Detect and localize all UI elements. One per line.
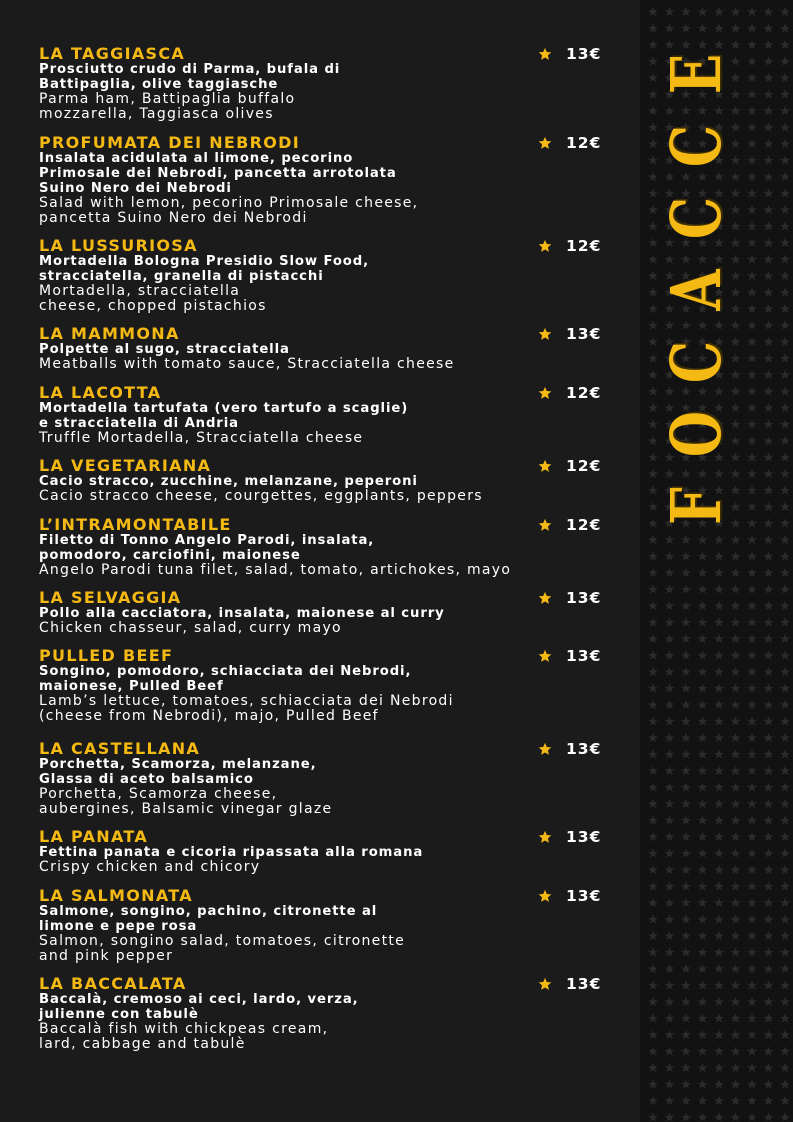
item-name: LA LACOTTA: [39, 383, 162, 402]
menu-item: [39, 976, 639, 1052]
item-description-it: Porchetta, Scamorza, melanzane, Glassa di aceto balsamico: [39, 757, 317, 787]
item-price: 12€: [566, 384, 602, 402]
item-description-it: Fettina panata e cicoria ripassata alla romana: [39, 845, 424, 860]
item-description-it: Polpette al sugo, stracciatella: [39, 342, 290, 357]
item-name: LA MAMMONA: [39, 324, 180, 343]
item-name: LA LUSSURIOSA: [39, 236, 198, 255]
menu-item: [39, 385, 639, 446]
item-description-en: Crispy chicken and chicory: [39, 859, 261, 875]
item-price: 12€: [566, 457, 602, 475]
menu-item: [39, 46, 639, 122]
star-icon: [538, 830, 552, 844]
star-icon: [538, 136, 552, 150]
star-icon: [538, 327, 552, 341]
item-description-en: Salad with lemon, pecorino Primosale cheese, pancetta Suino Nero dei Nebrodi: [39, 195, 419, 226]
menu-item: [39, 741, 639, 817]
price-tag: [538, 238, 648, 256]
item-description-en: Baccalà fish with chickpeas cream, lard, cabbage and tabulè: [39, 1021, 329, 1052]
item-name: L’INTRAMONTABILE: [39, 515, 232, 534]
title-letter: C: [657, 340, 737, 384]
star-icon: [538, 977, 552, 991]
menu-item: [39, 458, 639, 504]
item-description-it: Songino, pomodoro, schiacciata dei Nebrodi, maionese, Pulled Beef: [39, 664, 412, 694]
price-tag: [538, 135, 648, 153]
item-name: LA BACCALATA: [39, 974, 187, 993]
item-description-en: Angelo Parodi tuna filet, salad, tomato, artichokes, mayo: [39, 562, 512, 578]
item-description-it: Mortadella Bologna Presidio Slow Food, stracciatella, granella di pistacchi: [39, 254, 370, 284]
item-price: 13€: [566, 45, 602, 63]
menu-item: [39, 829, 639, 875]
star-icon: [538, 889, 552, 903]
menu-item: [39, 648, 639, 724]
item-price: 12€: [566, 516, 602, 534]
item-name: LA TAGGIASCA: [39, 44, 186, 63]
item-name: LA PANATA: [39, 827, 149, 846]
title-letter: O: [657, 410, 737, 458]
star-icon: [538, 459, 552, 473]
title-letter: C: [657, 124, 737, 168]
star-icon: [538, 386, 552, 400]
price-tag: [538, 326, 648, 344]
menu-item: [39, 590, 639, 636]
item-description-en: Lamb’s lettuce, tomatoes, schiacciata dei Nebrodi (cheese from Nebrodi), majo, Pulled Beef: [39, 693, 454, 724]
price-tag: [538, 888, 648, 906]
price-tag: [538, 385, 648, 403]
item-description-en: Cacio stracco cheese, courgettes, eggplants, peppers: [39, 488, 483, 504]
price-tag: [538, 741, 648, 759]
price-tag: [538, 46, 648, 64]
title-letter: E: [657, 53, 737, 95]
item-description-it: Filetto di Tonno Angelo Parodi, insalata, pomodoro, carciofini, maionese: [39, 533, 375, 563]
item-price: 13€: [566, 740, 602, 758]
item-description-en: Porchetta, Scamorza cheese, aubergines, Balsamic vinegar glaze: [39, 786, 333, 817]
price-tag: [538, 829, 648, 847]
item-description-en: Parma ham, Battipaglia buffalo mozzarella, Taggiasca olives: [39, 91, 296, 122]
item-name: LA SELVAGGIA: [39, 588, 182, 607]
item-name: PULLED BEEF: [39, 646, 174, 665]
item-price: 13€: [566, 325, 602, 343]
menu-item: [39, 517, 639, 578]
star-icon: [538, 591, 552, 605]
item-price: 12€: [566, 237, 602, 255]
item-description-it: Pollo alla cacciatora, insalata, maionese al curry: [39, 606, 445, 621]
price-tag: [538, 648, 648, 666]
item-name: LA SALMONATA: [39, 886, 193, 905]
item-description-it: Cacio stracco, zucchine, melanzane, peperoni: [39, 474, 418, 489]
item-price: 13€: [566, 589, 602, 607]
item-price: 12€: [566, 134, 602, 152]
item-description-en: Salmon, songino salad, tomatoes, citronette and pink pepper: [39, 933, 406, 964]
item-description-it: Salmone, songino, pachino, citronette al limone e pepe rosa: [39, 904, 378, 934]
star-icon: [538, 239, 552, 253]
item-name: LA VEGETARIANA: [39, 456, 212, 475]
item-description-it: Mortadella tartufata (vero tartufo a scaglie) e stracciatella di Andria: [39, 401, 409, 431]
price-tag: [538, 976, 648, 994]
title-letter: A: [657, 269, 737, 311]
item-description-it: Prosciutto crudo di Parma, bufala di Battipaglia, olive taggiasche: [39, 62, 341, 92]
title-letter: C: [657, 196, 737, 240]
item-description-it: Baccalà, cremoso ai ceci, lardo, verza, julienne con tabulè: [39, 992, 359, 1022]
star-icon: [538, 649, 552, 663]
price-tag: [538, 590, 648, 608]
item-price: 13€: [566, 828, 602, 846]
menu-item: [39, 888, 639, 964]
title-letter: F: [657, 487, 737, 525]
item-description-en: Meatballs with tomato sauce, Stracciatella cheese: [39, 356, 455, 372]
menu-item: [39, 238, 639, 314]
item-name: LA CASTELLANA: [39, 739, 201, 758]
item-description-en: Chicken chasseur, salad, curry mayo: [39, 620, 342, 636]
item-description-en: Mortadella, stracciatella cheese, chopped pistachios: [39, 283, 267, 314]
menu-item: [39, 326, 639, 372]
star-icon: [538, 518, 552, 532]
price-tag: [538, 517, 648, 535]
menu-item: [39, 135, 639, 226]
item-price: 13€: [566, 647, 602, 665]
item-description-en: Truffle Mortadella, Stracciatella cheese: [39, 430, 364, 446]
page-title: [655, 38, 737, 525]
item-name: PROFUMATA DEI NEBRODI: [39, 133, 300, 152]
item-price: 13€: [566, 975, 602, 993]
star-icon: [538, 47, 552, 61]
price-tag: [538, 458, 648, 476]
item-description-it: Insalata acidulata al limone, pecorino Primosale dei Nebrodi, pancetta arrotolata Suino Nero dei Nebrodi: [39, 151, 397, 196]
item-price: 13€: [566, 887, 602, 905]
star-icon: [538, 742, 552, 756]
